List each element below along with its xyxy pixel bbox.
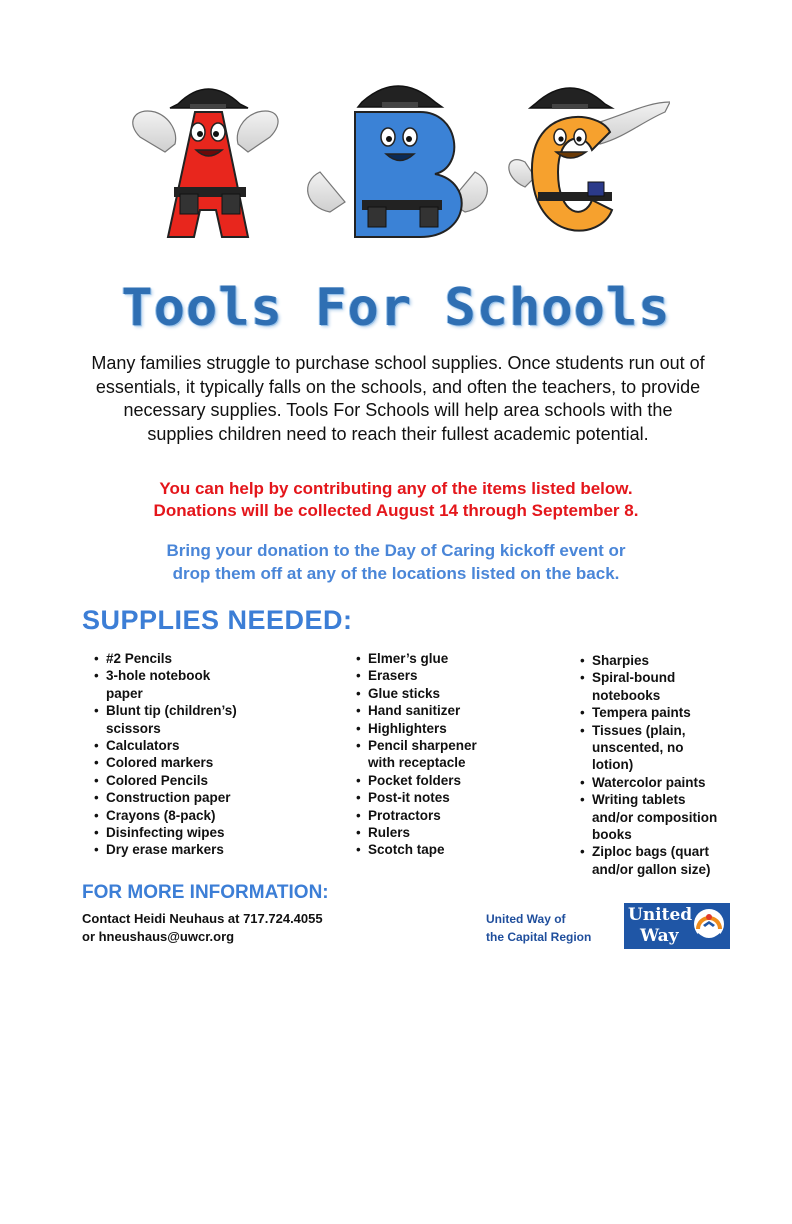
supply-item-text: • Protractors <box>368 807 441 823</box>
supply-item-text: • Tempera paints <box>592 705 691 721</box>
supply-item <box>580 722 750 774</box>
supply-item-text: • Erasers <box>368 668 418 684</box>
supplies-list-col1 <box>94 650 324 859</box>
supply-item <box>580 652 750 669</box>
supply-item-text: • Crayons (8-pack) <box>106 807 216 823</box>
supply-item <box>94 772 324 789</box>
supply-item-text: • Construction paper <box>106 790 231 806</box>
supply-item-text: • Scotch tape <box>368 842 445 858</box>
supply-item <box>356 667 566 684</box>
contact-phone: Contact Heidi Neuhaus at 717.724.4055 <box>82 911 323 926</box>
supply-item <box>356 807 566 824</box>
supplies-list-col2 <box>356 650 566 859</box>
supply-item <box>94 754 324 771</box>
supply-item-text: • #2 Pencils <box>106 651 173 666</box>
supply-item-text: • Highlighters <box>368 720 447 736</box>
letter-b-character <box>308 86 488 237</box>
contribute-notice: You can help by contributing any of the items listed below. <box>159 479 633 498</box>
supply-item-text: • Post-it notes <box>368 790 450 806</box>
supply-item-text: with receptacle <box>368 755 466 771</box>
supply-item-text: lotion) <box>592 757 634 773</box>
org-name-line2: the Capital Region <box>486 930 592 944</box>
supply-item-text: • Spiral-bound <box>592 670 676 686</box>
dropoff-notice-line2: drop them off at any of the locations listed on the back. <box>172 564 620 583</box>
supply-item <box>94 737 324 754</box>
supply-item-text: • Writing tablets <box>592 792 686 808</box>
contact-email: or hneushaus@uwcr.org <box>82 929 235 944</box>
supply-item-text: • Ziploc bags (quart <box>592 844 710 860</box>
supply-item-text: • Disinfecting wipes <box>106 825 225 841</box>
org-name-line1: United Way of <box>486 912 566 926</box>
supply-item <box>356 789 566 806</box>
supply-item <box>356 737 566 772</box>
supply-item-text: • Calculators <box>106 738 180 754</box>
letter-c-character <box>509 88 670 231</box>
supply-item <box>356 702 566 719</box>
supply-item-text: • Blunt tip (children’s) <box>106 703 237 719</box>
more-info-heading: FOR MORE INFORMATION: <box>82 882 329 903</box>
supply-item <box>580 669 750 704</box>
supply-item-text: and/or composition <box>592 809 718 825</box>
supply-item-text: • Watercolor paints <box>592 774 706 790</box>
logo-line1: United <box>628 905 693 925</box>
supply-item <box>580 843 750 878</box>
page-title: Tools For Schools <box>121 278 671 338</box>
supply-item <box>356 650 566 667</box>
supply-item-text: • Colored Pencils <box>106 772 209 788</box>
supply-item <box>94 789 324 806</box>
supply-item-text: • Pocket folders <box>368 772 462 788</box>
logo-wordmark <box>628 905 692 947</box>
logo-line2: Way <box>640 926 679 946</box>
supply-item <box>94 807 324 824</box>
supply-item-text: notebooks <box>592 687 661 703</box>
supply-item-text: paper <box>106 685 143 701</box>
supply-item-text: • Glue sticks <box>368 685 441 701</box>
supply-item <box>356 772 566 789</box>
supply-item <box>94 667 324 702</box>
supply-item <box>580 791 750 843</box>
intro-paragraph: Many families struggle to purchase school supplies. Once students run out of essentials, it typically falls on the schools, and often the teachers, to provide necessary supplies. Tools For Schools will help area schools with the supplies children need to reach their fullest academic potential. <box>91 353 705 444</box>
supply-item-text: • Colored markers <box>106 755 214 771</box>
letter-a-character <box>133 89 278 237</box>
supply-item-text: • Rulers <box>368 825 411 841</box>
supply-item-text: • Sharpies <box>592 653 650 668</box>
supply-item <box>94 841 324 858</box>
supply-item <box>580 704 750 721</box>
supply-item <box>94 824 324 841</box>
supplies-list-col3 <box>580 652 750 878</box>
supply-item-text: • Elmer’s glue <box>368 651 449 666</box>
supplies-heading: SUPPLIES NEEDED: <box>82 605 353 635</box>
supply-item <box>580 774 750 791</box>
united-way-hand-icon <box>692 907 726 945</box>
supply-item-text: books <box>592 827 632 843</box>
supply-item-text: unscented, no <box>592 740 684 756</box>
supply-item-text: • Pencil sharpener <box>368 738 477 754</box>
dropoff-notice-line1: Bring your donation to the Day of Caring kickoff event or <box>166 541 626 560</box>
collection-dates-notice: Donations will be collected August 14 through September 8. <box>153 501 639 520</box>
supply-item-text: • Dry erase markers <box>106 842 224 858</box>
org-name <box>486 910 591 946</box>
supply-item-text: and/or gallon size) <box>592 861 711 877</box>
supply-item <box>94 650 324 667</box>
supply-item-text: • 3-hole notebook <box>106 668 211 684</box>
supply-item-text: • Tissues (plain, <box>592 722 686 738</box>
supply-item <box>356 824 566 841</box>
supply-item <box>356 720 566 737</box>
supply-item <box>356 841 566 858</box>
supply-item <box>94 702 324 737</box>
supply-item <box>356 685 566 702</box>
abc-mascots-illustration <box>130 82 670 252</box>
supply-item-text: • Hand sanitizer <box>368 703 461 719</box>
united-way-logo <box>624 903 730 949</box>
supply-item-text: scissors <box>106 720 161 736</box>
contact-info <box>82 910 323 946</box>
